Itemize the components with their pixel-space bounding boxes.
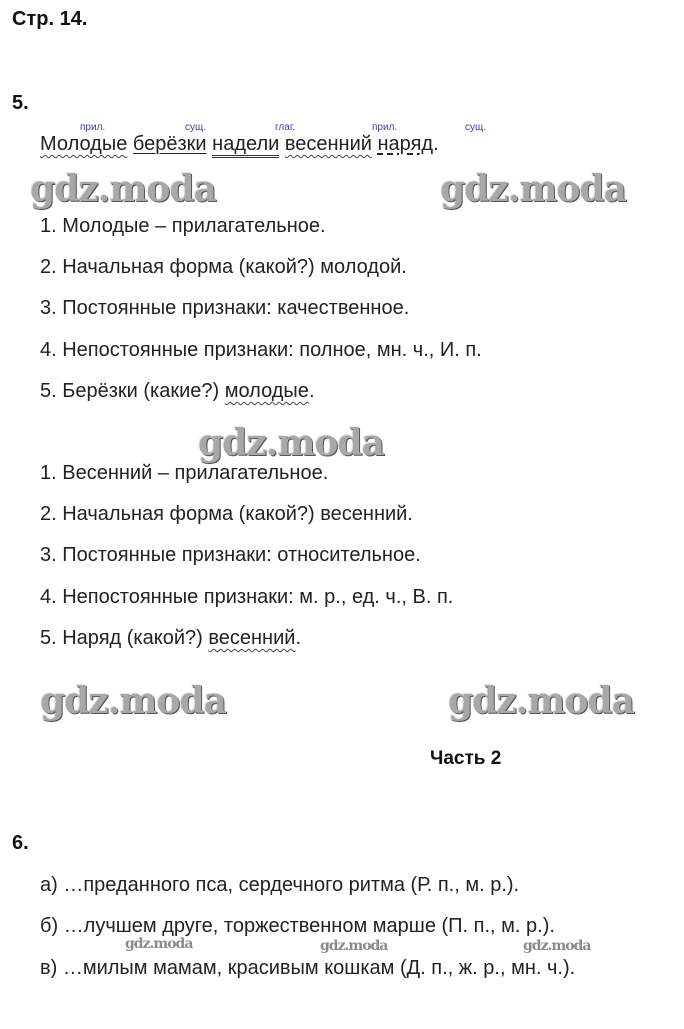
page-header: Стр. 14. xyxy=(12,8,88,30)
task5-number: 5. xyxy=(12,92,29,114)
analysis2-line-1: 1. Весенний – прилагательное. xyxy=(40,462,329,484)
word-berezki: берёзки xyxy=(132,133,207,155)
analysis2-line-4: 4. Непостоянные признаки: м. р., ед. ч., В. п. xyxy=(40,586,454,608)
word-molodye-underlined: молодые xyxy=(224,380,309,402)
analysis1-line-4: 4. Непостоянные признаки: полное, мн. ч., И. п. xyxy=(40,339,482,361)
task6-item-b: б) …лучшем друге, торжественном марше (П. п., м. р.). xyxy=(40,915,555,937)
analysis2-line-5: 5. Наряд (какой?) весенний. xyxy=(40,627,301,649)
word-naryad: наряд xyxy=(377,133,434,155)
annotation-adj-1: прил. xyxy=(80,122,106,133)
word-vesenniy-underlined: весенний xyxy=(208,627,296,649)
annotation-noun-2: сущ. xyxy=(465,122,487,133)
annotation-verb: глаг. xyxy=(275,122,296,133)
watermark: gdz.moda xyxy=(125,936,193,952)
watermark: gdz.moda xyxy=(30,168,216,210)
watermark: gdz.moda xyxy=(523,938,591,954)
part-label: Часть 2 xyxy=(430,748,502,769)
example-sentence: Молодые берёзки надели весенний наряд. xyxy=(40,133,439,156)
analysis1-line-3: 3. Постоянные признаки: качественное. xyxy=(40,297,410,319)
watermark: gdz.moda xyxy=(198,422,384,464)
watermark: gdz.moda xyxy=(320,938,388,954)
word-vesenniy: весенний xyxy=(284,133,372,155)
word-nadeli: надели xyxy=(212,133,279,158)
analysis1-line-5: 5. Берёзки (какие?) молодые. xyxy=(40,380,315,402)
analysis1-line-1: 1. Молодые – прилагательное. xyxy=(40,215,326,237)
watermark: gdz.moda xyxy=(440,168,626,210)
analysis2-line-3: 3. Постоянные признаки: относительное. xyxy=(40,544,421,566)
watermark: gdz.moda xyxy=(448,680,634,722)
watermark: gdz.moda xyxy=(40,680,226,722)
task6-item-c: в) …милым мамам, красивым кошкам (Д. п., ж. р., мн. ч.). xyxy=(40,957,576,979)
task6-number: 6. xyxy=(12,832,29,854)
annotation-noun-1: сущ. xyxy=(185,122,207,133)
word-molodye: Молодые xyxy=(40,133,128,155)
analysis2-line-2: 2. Начальная форма (какой?) весенний. xyxy=(40,503,413,525)
annotation-adj-2: прил. xyxy=(372,122,398,133)
analysis1-line-2: 2. Начальная форма (какой?) молодой. xyxy=(40,256,407,278)
task6-item-a: а) …преданного пса, сердечного ритма (Р. п., м. р.). xyxy=(40,874,520,896)
